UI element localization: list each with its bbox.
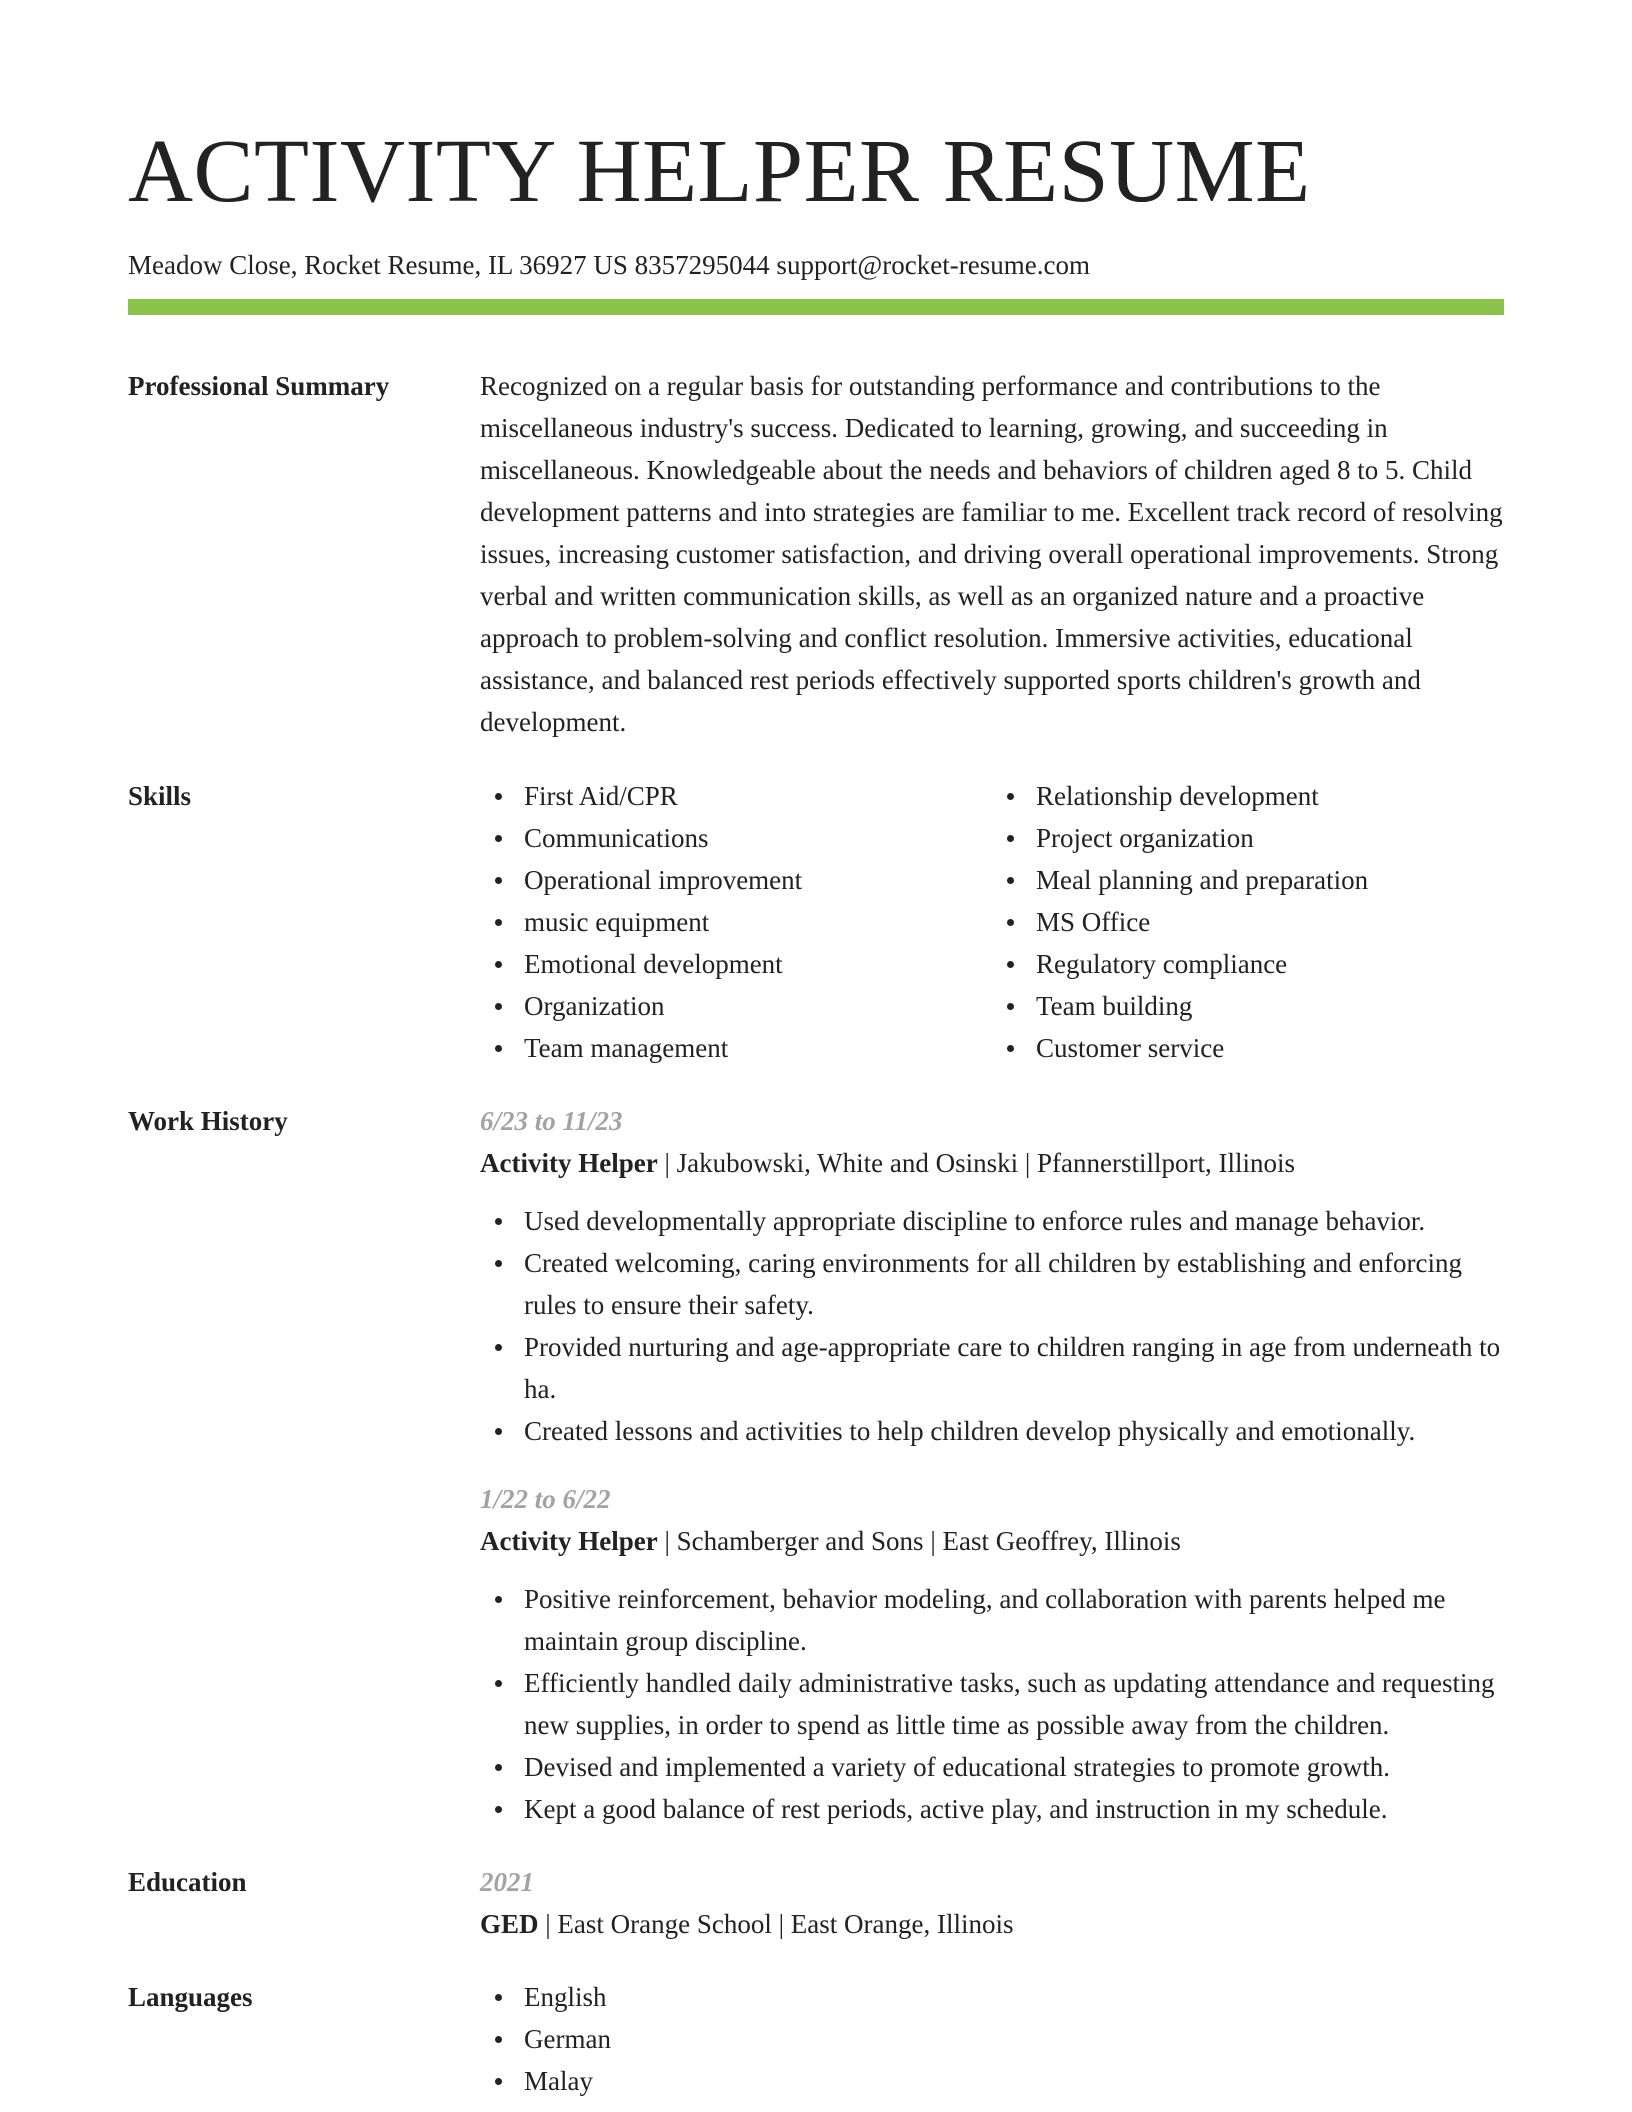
resume-title: ACTIVITY HELPER RESUME <box>128 122 1311 221</box>
education-date: 2021 <box>480 1867 534 1897</box>
language-item: English <box>524 1976 1504 2018</box>
resume-page <box>128 0 1504 2102</box>
education-school-location: | East Orange School | East Orange, Illinois <box>538 1909 1014 1939</box>
education-label: Education <box>128 1867 247 1897</box>
education-line <box>480 1903 1504 1945</box>
skill-item: Meal planning and preparation <box>1036 859 1504 901</box>
education-degree: GED <box>480 1909 539 1939</box>
skill-item: Regulatory compliance <box>1036 943 1504 985</box>
job-title-line <box>480 1520 1504 1562</box>
skill-item: Organization <box>524 985 992 1027</box>
job-date: 6/23 to 11/23 <box>480 1106 623 1136</box>
skill-item: Relationship development <box>1036 775 1504 817</box>
work-history-label: Work History <box>128 1106 288 1136</box>
skill-item: MS Office <box>1036 901 1504 943</box>
language-item: German <box>524 2018 1504 2060</box>
job-date: 1/22 to 6/22 <box>480 1484 611 1514</box>
skills-list-right <box>992 775 1504 1069</box>
job-role: Activity Helper <box>480 1526 658 1556</box>
summary-section <box>128 365 1504 743</box>
languages-label: Languages <box>128 1982 253 2012</box>
accent-divider <box>128 299 1504 315</box>
language-item: Malay <box>524 2060 1504 2102</box>
skills-label: Skills <box>128 781 192 811</box>
skill-item: Customer service <box>1036 1027 1504 1069</box>
skill-item: Operational improvement <box>524 859 992 901</box>
job-entry <box>480 1100 1504 1452</box>
job-bullets <box>480 1578 1504 1830</box>
summary-label: Professional Summary <box>128 371 390 401</box>
job-role: Activity Helper <box>480 1148 658 1178</box>
job-bullet: Created lessons and activities to help children develop physically and emotionally. <box>524 1410 1504 1452</box>
job-bullet: Devised and implemented a variety of educational strategies to promote growth. <box>524 1746 1504 1788</box>
skill-item: music equipment <box>524 901 992 943</box>
job-bullet: Kept a good balance of rest periods, active play, and instruction in my schedule. <box>524 1788 1504 1830</box>
skills-list-left <box>480 775 992 1069</box>
skill-item: Communications <box>524 817 992 859</box>
skill-item: First Aid/CPR <box>524 775 992 817</box>
skill-item: Team building <box>1036 985 1504 1027</box>
summary-text: Recognized on a regular basis for outstanding performance and contributions to the miscellaneous industry's success. Dedicated to learning, growing, and succeeding in miscellaneous. Knowledgeable about the needs and behaviors of children aged 8 to 5. Child development patterns and into strategies are familiar to me. Excellent track record of resolving issues, increasing customer satisfaction, and driving overall operational improvements. Strong verbal and written communication skills, as well as an organized nature and a proactive approach to problem-solving and conflict resolution. Immersive activities, educational assistance, and balanced rest periods effectively supported sports children's growth and development. <box>480 371 1503 737</box>
languages-section <box>128 1976 1504 2102</box>
work-history-section <box>128 1100 1504 1830</box>
job-title-line <box>480 1142 1504 1184</box>
skill-item: Emotional development <box>524 943 992 985</box>
skill-item: Team management <box>524 1027 992 1069</box>
job-bullet: Used developmentally appropriate discipline to enforce rules and manage behavior. <box>524 1200 1504 1242</box>
languages-list <box>480 1976 1504 2102</box>
job-employer-location: | Schamberger and Sons | East Geoffrey, Illinois <box>657 1526 1181 1556</box>
job-bullets <box>480 1200 1504 1452</box>
skill-item: Project organization <box>1036 817 1504 859</box>
contact-line: Meadow Close, Rocket Resume, IL 36927 US 8357295044 support@rocket-resume.com <box>128 250 1090 280</box>
job-entry <box>480 1478 1504 1830</box>
skills-section <box>128 775 1504 1069</box>
education-section <box>128 1861 1504 1945</box>
job-bullet: Created welcoming, caring environments for all children by establishing and enforcing rules to ensure their safety. <box>524 1242 1504 1326</box>
job-employer-location: | Jakubowski, White and Osinski | Pfannerstillport, Illinois <box>657 1148 1295 1178</box>
job-bullet: Positive reinforcement, behavior modeling, and collaboration with parents helped me maintain group discipline. <box>524 1578 1504 1662</box>
job-bullet: Efficiently handled daily administrative tasks, such as updating attendance and requesting new supplies, in order to spend as little time as possible away from the children. <box>524 1662 1504 1746</box>
job-bullet: Provided nurturing and age-appropriate care to children ranging in age from underneath to ha. <box>524 1326 1504 1410</box>
